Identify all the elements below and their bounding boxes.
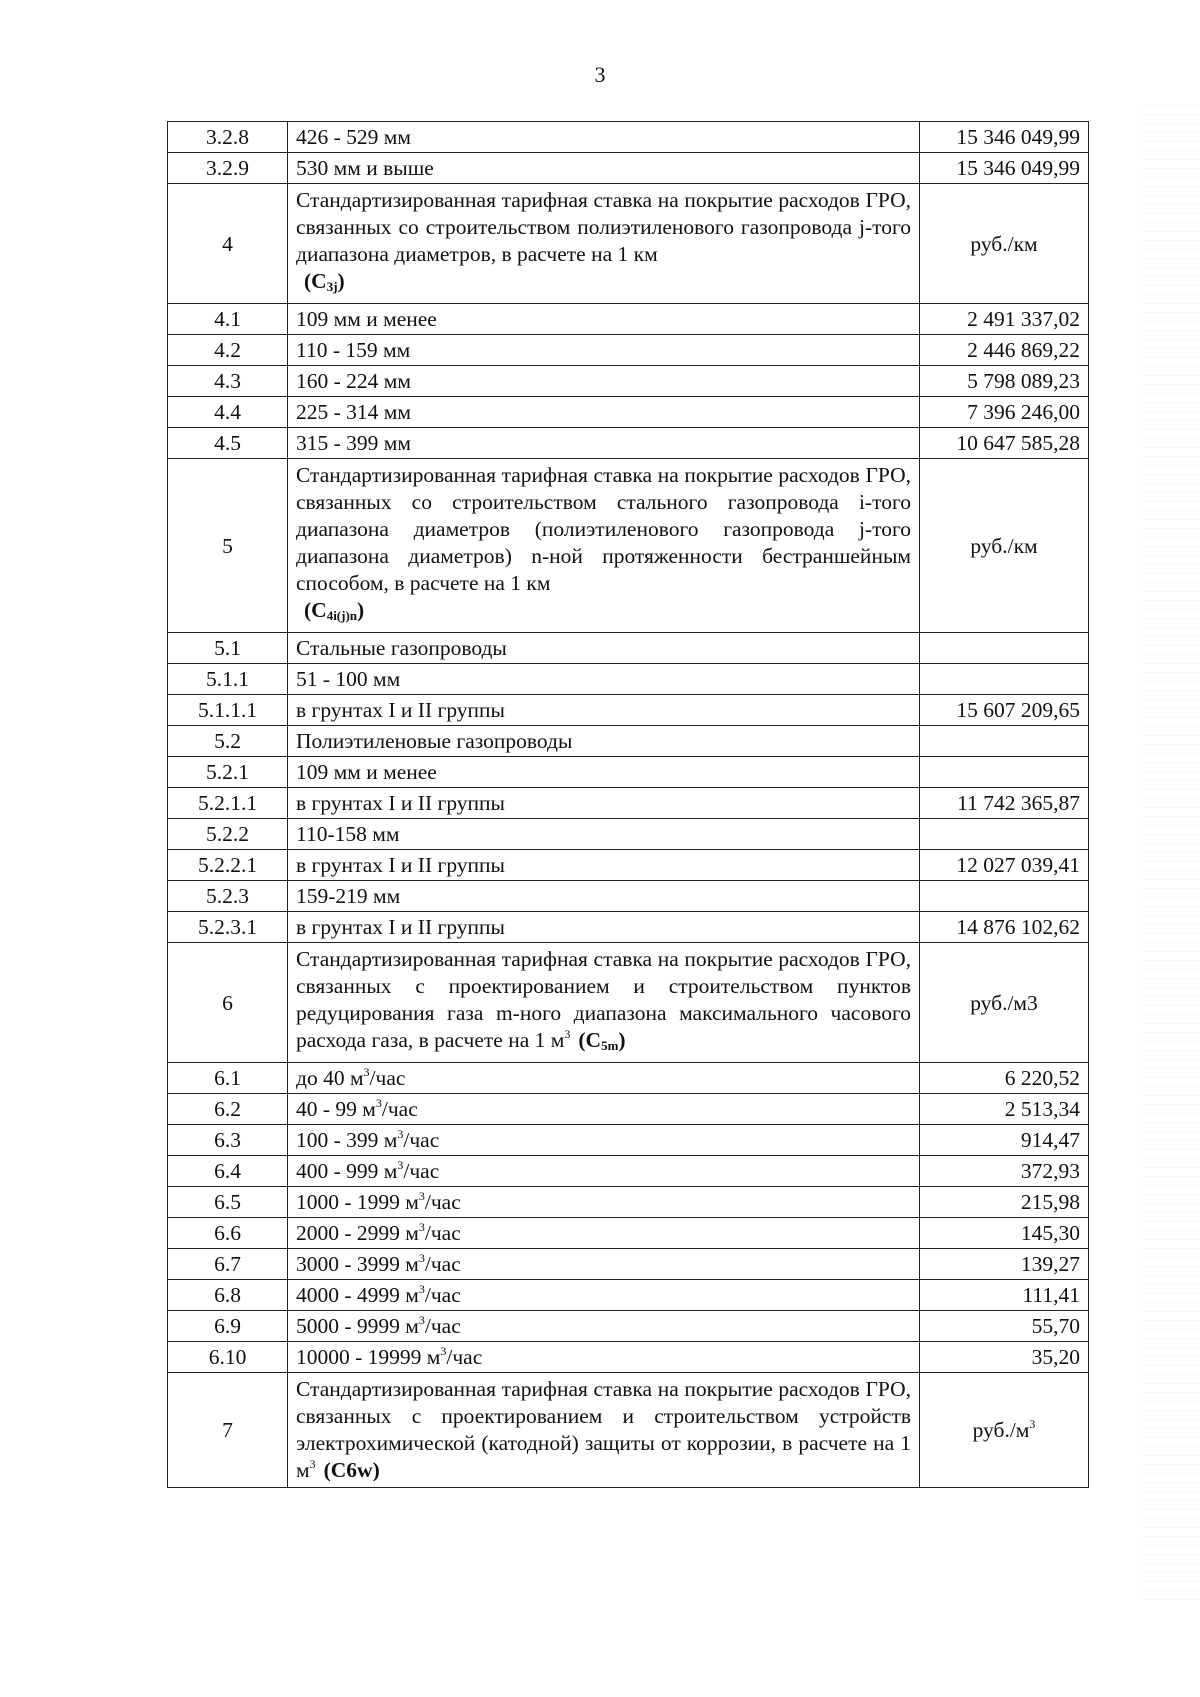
unit-suffix: /час: [424, 1283, 461, 1307]
description-text: 51 - 100 мм: [296, 667, 401, 691]
rate-symbol-close: ): [357, 598, 365, 622]
unit-exponent: 3: [418, 1189, 425, 1203]
item-description: [288, 184, 920, 304]
table-row: [168, 1125, 1089, 1156]
unit-exponent: 3: [418, 1313, 425, 1327]
item-number: 4.3: [168, 366, 288, 397]
item-number: 6.5: [168, 1187, 288, 1218]
item-number: 6: [168, 943, 288, 1063]
description-text: Стандартизированная тарифная ставка на покрытие расходов ГРО, связанных с проектированием и строительством устройств электрохимической (катодной) защиты от коррозии, в расчете на 1 м: [296, 1377, 911, 1482]
value-text: 139,27: [1020, 1252, 1080, 1276]
unit-suffix: /час: [369, 1066, 406, 1090]
table-row: [168, 1342, 1089, 1373]
description-text: 400 - 999 м: [296, 1159, 398, 1183]
item-description: [288, 788, 920, 819]
unit-of-measure: [920, 459, 1089, 633]
table-row: [168, 881, 1089, 912]
unit-exponent: 3: [397, 1158, 404, 1172]
item-number: 5.2.2.1: [168, 850, 288, 881]
description-text: Стандартизированная тарифная ставка на покрытие расходов ГРО, связанных со строительством полиэтиленового газопровода j-того диапазона диаметров, в расчете на 1 км: [296, 188, 911, 266]
item-description: [288, 304, 920, 335]
rate-value: [920, 397, 1089, 428]
description-text: в грунтах I и II группы: [296, 915, 505, 939]
item-description: [288, 1342, 920, 1373]
rate-value: [920, 757, 1089, 788]
rate-value: [920, 726, 1089, 757]
value-text: 35,20: [1031, 1345, 1080, 1369]
rate-value: [920, 788, 1089, 819]
unit-exponent: 3: [418, 1251, 425, 1265]
item-number: 6.3: [168, 1125, 288, 1156]
table-section-row: [168, 1373, 1089, 1488]
rate-value: [920, 695, 1089, 726]
value-text: 15 346 049,99: [956, 156, 1080, 180]
value-text: 11 742 365,87: [957, 791, 1080, 815]
description-text: 315 - 399 мм: [296, 431, 411, 455]
item-description: [288, 153, 920, 184]
unit-exponent: 3: [375, 1096, 382, 1110]
item-number: 6.8: [168, 1280, 288, 1311]
table-row: [168, 726, 1089, 757]
table-row: [168, 304, 1089, 335]
item-description: [288, 664, 920, 695]
description-text: 100 - 399 м: [296, 1128, 398, 1152]
table-row: [168, 366, 1089, 397]
tariff-table: [167, 121, 1089, 1488]
item-number: 5.1.1.1: [168, 695, 288, 726]
description-text: 10000 - 19999 м: [296, 1345, 441, 1369]
rate-value: [920, 1156, 1089, 1187]
table-section-row: [168, 943, 1089, 1063]
rate-value: [920, 122, 1089, 153]
description-text: Стандартизированная тарифная ставка на покрытие расходов ГРО, связанных с проектированием и строительством пунктов редуцирования газа m-ного диапазона максимального часового расхода газа, в расчете на 1 м: [296, 947, 911, 1052]
description-text: 4000 - 4999 м: [296, 1283, 419, 1307]
item-number: 4.1: [168, 304, 288, 335]
value-text: 7 396 246,00: [967, 400, 1080, 424]
value-text: 10 647 585,28: [956, 431, 1080, 455]
table-row: [168, 912, 1089, 943]
unit-suffix: /час: [381, 1097, 418, 1121]
unit-of-measure: [920, 1373, 1089, 1488]
item-description: [288, 1218, 920, 1249]
item-description: [288, 943, 920, 1063]
rate-symbol-letter: (С6w): [323, 1458, 380, 1482]
page-number: 3: [594, 62, 606, 87]
item-description: [288, 397, 920, 428]
table-row: [168, 1218, 1089, 1249]
unit-suffix: /час: [403, 1159, 440, 1183]
value-text: 6 220,52: [1004, 1066, 1080, 1090]
item-description: [288, 459, 920, 633]
rate-value: [920, 912, 1089, 943]
table-row: [168, 850, 1089, 881]
item-description: [288, 1156, 920, 1187]
item-number: 7: [168, 1373, 288, 1488]
rate-value: [920, 335, 1089, 366]
value-text: руб./км: [970, 231, 1038, 256]
rate-value: [920, 1311, 1089, 1342]
rate-symbol-index: 5m: [601, 1038, 619, 1053]
unit-suffix: /час: [424, 1221, 461, 1245]
unit-of-measure: [920, 943, 1089, 1063]
item-description: [288, 850, 920, 881]
rate-symbol-close: ): [618, 1028, 626, 1052]
table-row: [168, 428, 1089, 459]
item-number: 5.2: [168, 726, 288, 757]
item-number: 6.1: [168, 1063, 288, 1094]
item-number: 5: [168, 459, 288, 633]
rate-symbol-letter: (С: [578, 1028, 602, 1052]
description-text: 110-158 мм: [296, 822, 400, 846]
description-text: 109 мм и менее: [296, 307, 437, 331]
unit-exponent: 3: [309, 1457, 316, 1471]
rate-value: [920, 664, 1089, 695]
item-number: 6.2: [168, 1094, 288, 1125]
rate-value: [920, 366, 1089, 397]
item-number: 6.10: [168, 1342, 288, 1373]
value-text: 2 491 337,02: [967, 307, 1080, 331]
table-row: [168, 335, 1089, 366]
rate-value: [920, 850, 1089, 881]
description-text: в грунтах I и II группы: [296, 698, 505, 722]
table-row: [168, 1249, 1089, 1280]
description-text: до 40 м: [296, 1066, 364, 1090]
unit-exponent: 3: [363, 1065, 370, 1079]
item-description: [288, 1187, 920, 1218]
item-description: [288, 428, 920, 459]
table-row: [168, 695, 1089, 726]
unit-exponent: 3: [1029, 1417, 1036, 1431]
description-text: 110 - 159 мм: [296, 338, 411, 362]
value-text: 15 346 049,99: [956, 125, 1080, 149]
item-description: [288, 1125, 920, 1156]
value-text: 111,41: [1022, 1283, 1080, 1307]
value-text: 55,70: [1031, 1314, 1080, 1338]
item-description: [288, 122, 920, 153]
value-text: руб./км: [970, 533, 1038, 558]
description-text: в грунтах I и II группы: [296, 853, 505, 877]
description-text: 530 мм и выше: [296, 156, 434, 180]
rate-value: [920, 1249, 1089, 1280]
description-text: 426 - 529 мм: [296, 125, 411, 149]
unit-suffix: /час: [424, 1190, 461, 1214]
value-text: 372,93: [1020, 1159, 1080, 1183]
description-text: 225 - 314 мм: [296, 400, 411, 424]
item-number: 5.1.1: [168, 664, 288, 695]
value-text: 5 798 089,23: [967, 369, 1080, 393]
unit-suffix: /час: [403, 1128, 440, 1152]
table-row: [168, 1063, 1089, 1094]
item-description: [288, 633, 920, 664]
rate-value: [920, 633, 1089, 664]
table-row: [168, 1311, 1089, 1342]
table-row: [168, 633, 1089, 664]
item-description: [288, 1094, 920, 1125]
item-description: [288, 912, 920, 943]
table-row: [168, 1094, 1089, 1125]
rate-symbol-close: ): [337, 269, 345, 293]
value-text: 12 027 039,41: [956, 853, 1080, 877]
item-number: 4.5: [168, 428, 288, 459]
description-text: 2000 - 2999 м: [296, 1221, 419, 1245]
item-number: 5.2.3.1: [168, 912, 288, 943]
item-description: [288, 726, 920, 757]
item-description: [288, 1280, 920, 1311]
rate-value: [920, 1094, 1089, 1125]
table-row: [168, 1187, 1089, 1218]
description-text: Стандартизированная тарифная ставка на покрытие расходов ГРО, связанных со строительством стального газопровода i-того диапазона диаметров (полиэтиленового газопровода j-того диапазона диаметров) n-ной протяженности бестраншейным способом, в расчете на 1 км: [296, 463, 911, 595]
table-row: [168, 757, 1089, 788]
item-number: 4: [168, 184, 288, 304]
item-number: 5.2.1: [168, 757, 288, 788]
rate-symbol-index: 3j: [326, 279, 338, 294]
item-description: [288, 335, 920, 366]
value-text: 2 513,34: [1004, 1097, 1080, 1121]
rate-value: [920, 1063, 1089, 1094]
table-row: [168, 819, 1089, 850]
item-description: [288, 1373, 920, 1488]
table-row: [168, 397, 1089, 428]
item-number: 5.2.3: [168, 881, 288, 912]
rate-value: [920, 819, 1089, 850]
description-text: 159-219 мм: [296, 884, 401, 908]
rate-value: [920, 1342, 1089, 1373]
description-text: 109 мм и менее: [296, 760, 437, 784]
item-number: 3.2.9: [168, 153, 288, 184]
rate-value: [920, 428, 1089, 459]
value-text: 215,98: [1020, 1190, 1080, 1214]
rate-value: [920, 1218, 1089, 1249]
item-number: 4.2: [168, 335, 288, 366]
item-description: [288, 757, 920, 788]
unit-exponent: 3: [418, 1282, 425, 1296]
unit-suffix: /час: [424, 1252, 461, 1276]
item-number: 6.9: [168, 1311, 288, 1342]
rate-symbol: [578, 1027, 625, 1059]
value-text: 15 607 209,65: [956, 698, 1080, 722]
item-description: [288, 695, 920, 726]
table-section-row: [168, 184, 1089, 304]
rate-symbol: [304, 597, 364, 629]
rate-symbol-letter: (С: [304, 598, 327, 622]
description-text: 40 - 99 м: [296, 1097, 376, 1121]
item-number: 4.4: [168, 397, 288, 428]
rate-symbol-letter: (С: [304, 269, 327, 293]
unit-suffix: /час: [424, 1314, 461, 1338]
item-description: [288, 819, 920, 850]
item-description: [288, 881, 920, 912]
rate-symbol-index: 4i(j)n: [326, 608, 358, 623]
description-text: 160 - 224 мм: [296, 369, 411, 393]
description-text: в грунтах I и II группы: [296, 791, 505, 815]
rate-value: [920, 1187, 1089, 1218]
item-number: 6.6: [168, 1218, 288, 1249]
item-number: 6.4: [168, 1156, 288, 1187]
rate-value: [920, 304, 1089, 335]
scan-edge-noise: [1140, 100, 1200, 1600]
unit-suffix: /час: [446, 1345, 483, 1369]
description-text: 1000 - 1999 м: [296, 1190, 419, 1214]
description-text: Стальные газопроводы: [296, 636, 507, 660]
item-number: 5.1: [168, 633, 288, 664]
table-row: [168, 664, 1089, 695]
value-text: 914,47: [1020, 1128, 1080, 1152]
rate-symbol: [304, 268, 345, 300]
table-section-row: [168, 459, 1089, 633]
rate-value: [920, 1280, 1089, 1311]
item-number: 3.2.8: [168, 122, 288, 153]
item-description: [288, 1311, 920, 1342]
item-description: [288, 1063, 920, 1094]
item-number: 5.2.1.1: [168, 788, 288, 819]
description-text: 5000 - 9999 м: [296, 1314, 419, 1338]
value-text: руб./м3: [970, 990, 1038, 1015]
table-row: [168, 1280, 1089, 1311]
value-text: руб./м: [972, 1418, 1030, 1442]
rate-value: [920, 881, 1089, 912]
item-number: 6.7: [168, 1249, 288, 1280]
rate-value: [920, 153, 1089, 184]
table-row: [168, 153, 1089, 184]
item-number: 5.2.2: [168, 819, 288, 850]
value-text: 2 446 869,22: [967, 338, 1080, 362]
value-text: 14 876 102,62: [956, 915, 1080, 939]
description-text: 3000 - 3999 м: [296, 1252, 419, 1276]
item-description: [288, 1249, 920, 1280]
description-text: Полиэтиленовые газопроводы: [296, 729, 573, 753]
unit-of-measure: [920, 184, 1089, 304]
unit-exponent: 3: [564, 1027, 571, 1041]
table-row: [168, 788, 1089, 819]
rate-value: [920, 1125, 1089, 1156]
rate-symbol: [324, 1457, 380, 1484]
value-text: 145,30: [1020, 1221, 1080, 1245]
unit-exponent: 3: [440, 1344, 447, 1358]
unit-exponent: 3: [397, 1127, 404, 1141]
unit-exponent: 3: [418, 1220, 425, 1234]
item-description: [288, 366, 920, 397]
table-row: [168, 1156, 1089, 1187]
table-row: [168, 122, 1089, 153]
tariff-table-body: [168, 122, 1089, 1488]
